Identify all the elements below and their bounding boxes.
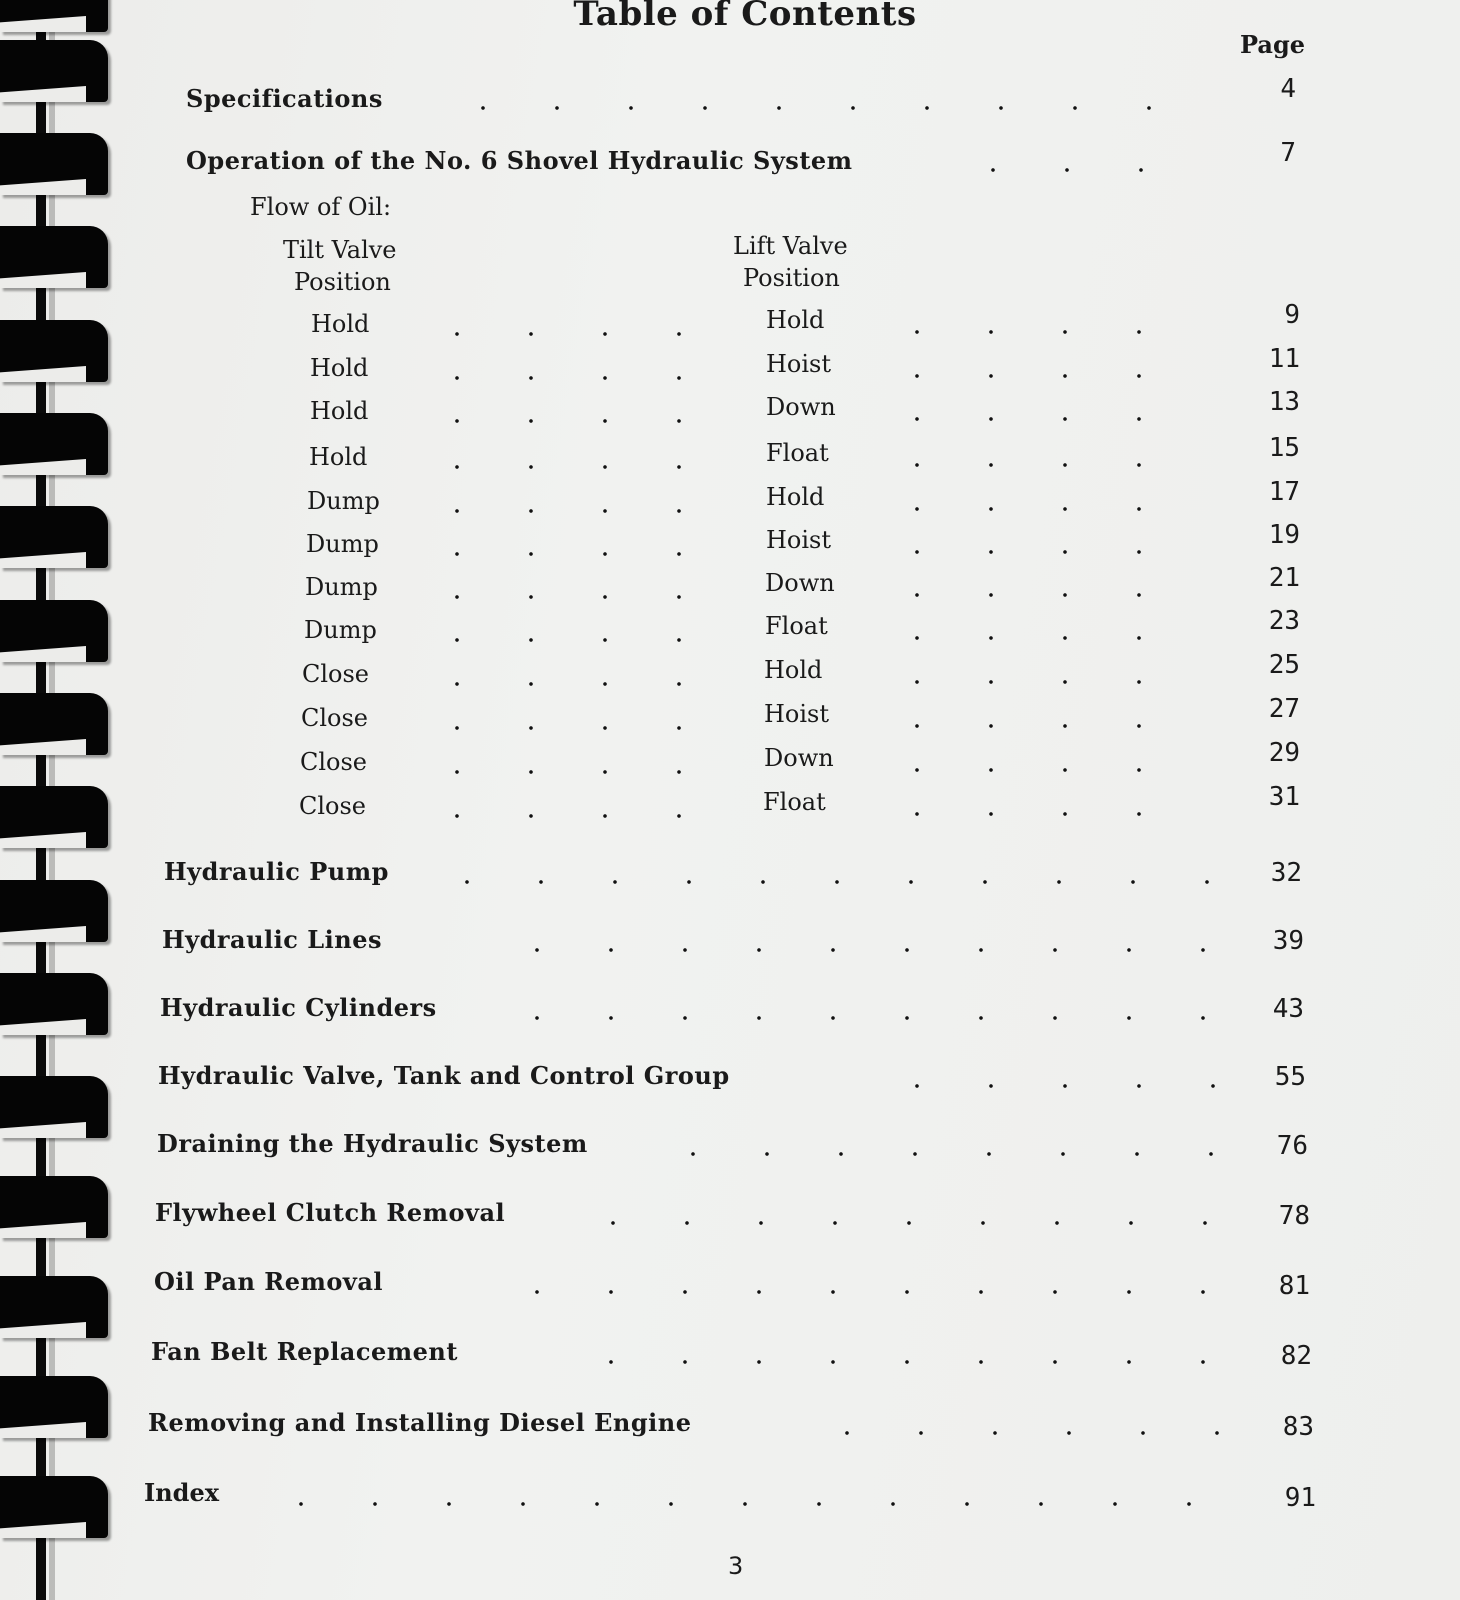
toc-section-label[interactable]: Draining the Hydraulic System [157, 1129, 588, 1158]
dot-leader [420, 682, 740, 686]
lift-position: Down [766, 393, 836, 421]
binding-coil [0, 1176, 108, 1238]
page-column-header: Page [1240, 30, 1306, 59]
toc-section-page: 32 [1270, 858, 1302, 888]
binding-coil [0, 413, 108, 475]
dot-leader [430, 880, 1220, 884]
page-title: Table of Contents [573, 0, 917, 34]
dot-leader [880, 550, 1210, 554]
flow-row-page: 15 [1268, 433, 1300, 463]
dot-leader [880, 680, 1210, 684]
flow-row-page: 11 [1268, 344, 1300, 374]
tilt-position: Hold [310, 354, 369, 382]
tilt-position: Hold [309, 443, 368, 471]
tilt-position: Dump [304, 616, 377, 644]
binding-coil [0, 600, 108, 662]
dot-leader [576, 1221, 1222, 1225]
tilt-valve-header: Position [294, 268, 391, 296]
dot-leader [880, 330, 1210, 334]
tilt-valve-header: Tilt Valve [283, 236, 397, 264]
dot-leader [420, 465, 740, 469]
dot-leader [880, 507, 1210, 511]
dot-leader [574, 1360, 1224, 1364]
binding-coil [0, 693, 108, 755]
binding-coil [0, 1276, 108, 1338]
lift-position: Down [765, 569, 835, 597]
tilt-position: Close [302, 660, 370, 688]
toc-entry-page: 7 [1280, 138, 1296, 168]
toc-section-label[interactable]: Oil Pan Removal [154, 1267, 383, 1296]
dot-leader [500, 1016, 1220, 1020]
toc-section-label[interactable]: Removing and Installing Diesel Engine [148, 1408, 692, 1437]
binding-coil [0, 880, 108, 942]
dot-leader [420, 552, 740, 556]
lift-position: Hoist [766, 350, 832, 378]
dot-leader [420, 376, 740, 380]
dot-leader [500, 948, 1220, 952]
toc-entry-page: 4 [1280, 74, 1296, 104]
binding-coil [0, 40, 108, 102]
tilt-position: Close [300, 748, 368, 776]
dot-leader [880, 417, 1210, 421]
dot-leader [420, 332, 740, 336]
page-number: 3 [728, 1552, 744, 1580]
tilt-position: Close [301, 704, 369, 732]
toc-section-page: 39 [1272, 926, 1304, 956]
lift-position: Hold [764, 656, 823, 684]
dot-leader [264, 1502, 1226, 1506]
toc-section-page: 81 [1278, 1271, 1310, 1301]
dot-leader [810, 1431, 1224, 1435]
toc-section-page: 83 [1282, 1412, 1314, 1442]
lift-position: Hold [766, 306, 825, 334]
toc-section-page: 55 [1274, 1062, 1306, 1092]
flow-row-page: 31 [1268, 782, 1300, 812]
toc-section-label[interactable]: Flywheel Clutch Removal [155, 1198, 506, 1227]
tilt-position: Hold [311, 310, 370, 338]
toc-entry-label[interactable]: Operation of the No. 6 Shovel Hydraulic System [186, 146, 853, 175]
tilt-position: Close [299, 792, 367, 820]
lift-valve-header: Lift Valve [733, 232, 848, 260]
dot-leader [500, 1290, 1222, 1294]
toc-section-page: 76 [1276, 1131, 1308, 1161]
flow-row-page: 21 [1268, 563, 1300, 593]
toc-section-label[interactable]: Hydraulic Pump [164, 857, 389, 886]
toc-section-page: 78 [1278, 1201, 1310, 1231]
dot-leader [880, 812, 1210, 816]
toc-section-page: 91 [1284, 1483, 1316, 1513]
flow-row-page: 19 [1268, 520, 1300, 550]
toc-section-label[interactable]: Index [144, 1478, 220, 1507]
flow-row-page: 25 [1268, 650, 1300, 680]
binding-coil [0, 786, 108, 848]
binding-coil [0, 1476, 108, 1538]
toc-section-label[interactable]: Fan Belt Replacement [151, 1337, 458, 1366]
dot-leader [880, 724, 1210, 728]
dot-leader [420, 726, 740, 730]
lift-position: Hoist [764, 700, 830, 728]
flow-row-page: 9 [1284, 300, 1300, 330]
binding-coil [0, 226, 108, 288]
dot-leader [880, 374, 1210, 378]
dot-leader [420, 419, 740, 423]
toc-section-label[interactable]: Hydraulic Valve, Tank and Control Group [158, 1061, 730, 1090]
toc-section-label[interactable]: Hydraulic Cylinders [160, 993, 437, 1022]
tilt-position: Dump [305, 573, 378, 601]
lift-valve-header: Position [743, 264, 840, 292]
binding-coil [0, 973, 108, 1035]
lift-position: Down [764, 744, 834, 772]
binding-coil [0, 1076, 108, 1138]
tilt-position: Dump [306, 530, 379, 558]
dot-leader [656, 1152, 1220, 1156]
flow-row-page: 29 [1268, 738, 1300, 768]
toc-section-page: 82 [1280, 1341, 1312, 1371]
flow-row-page: 17 [1268, 477, 1300, 507]
binding-coil [0, 1376, 108, 1438]
binding-coil [0, 506, 108, 568]
lift-position: Hold [766, 483, 825, 511]
toc-entry-label[interactable]: Specifications [186, 84, 383, 113]
dot-leader [880, 1084, 1220, 1088]
flow-row-page: 27 [1268, 694, 1300, 724]
dot-leader [420, 638, 740, 642]
binding-coil [0, 133, 108, 195]
dot-leader [446, 106, 1206, 110]
dot-leader [956, 168, 1206, 172]
dot-leader [420, 814, 740, 818]
toc-section-page: 43 [1272, 994, 1304, 1024]
dot-leader [880, 636, 1210, 640]
dot-leader [880, 463, 1210, 467]
tilt-position: Dump [307, 487, 380, 515]
flow-row-page: 13 [1268, 387, 1300, 417]
toc-section-label[interactable]: Hydraulic Lines [162, 925, 382, 954]
dot-leader [880, 768, 1210, 772]
flow-of-oil-heading: Flow of Oil: [250, 193, 392, 221]
dot-leader [420, 509, 740, 513]
lift-position: Float [766, 439, 829, 467]
dot-leader [420, 770, 740, 774]
binding-coil [0, 320, 108, 382]
spiral-binding [0, 0, 130, 1600]
lift-position: Float [765, 612, 828, 640]
flow-row-page: 23 [1268, 606, 1300, 636]
tilt-position: Hold [310, 397, 369, 425]
lift-position: Hoist [766, 526, 832, 554]
dot-leader [420, 595, 740, 599]
lift-position: Float [763, 788, 826, 816]
dot-leader [880, 593, 1210, 597]
